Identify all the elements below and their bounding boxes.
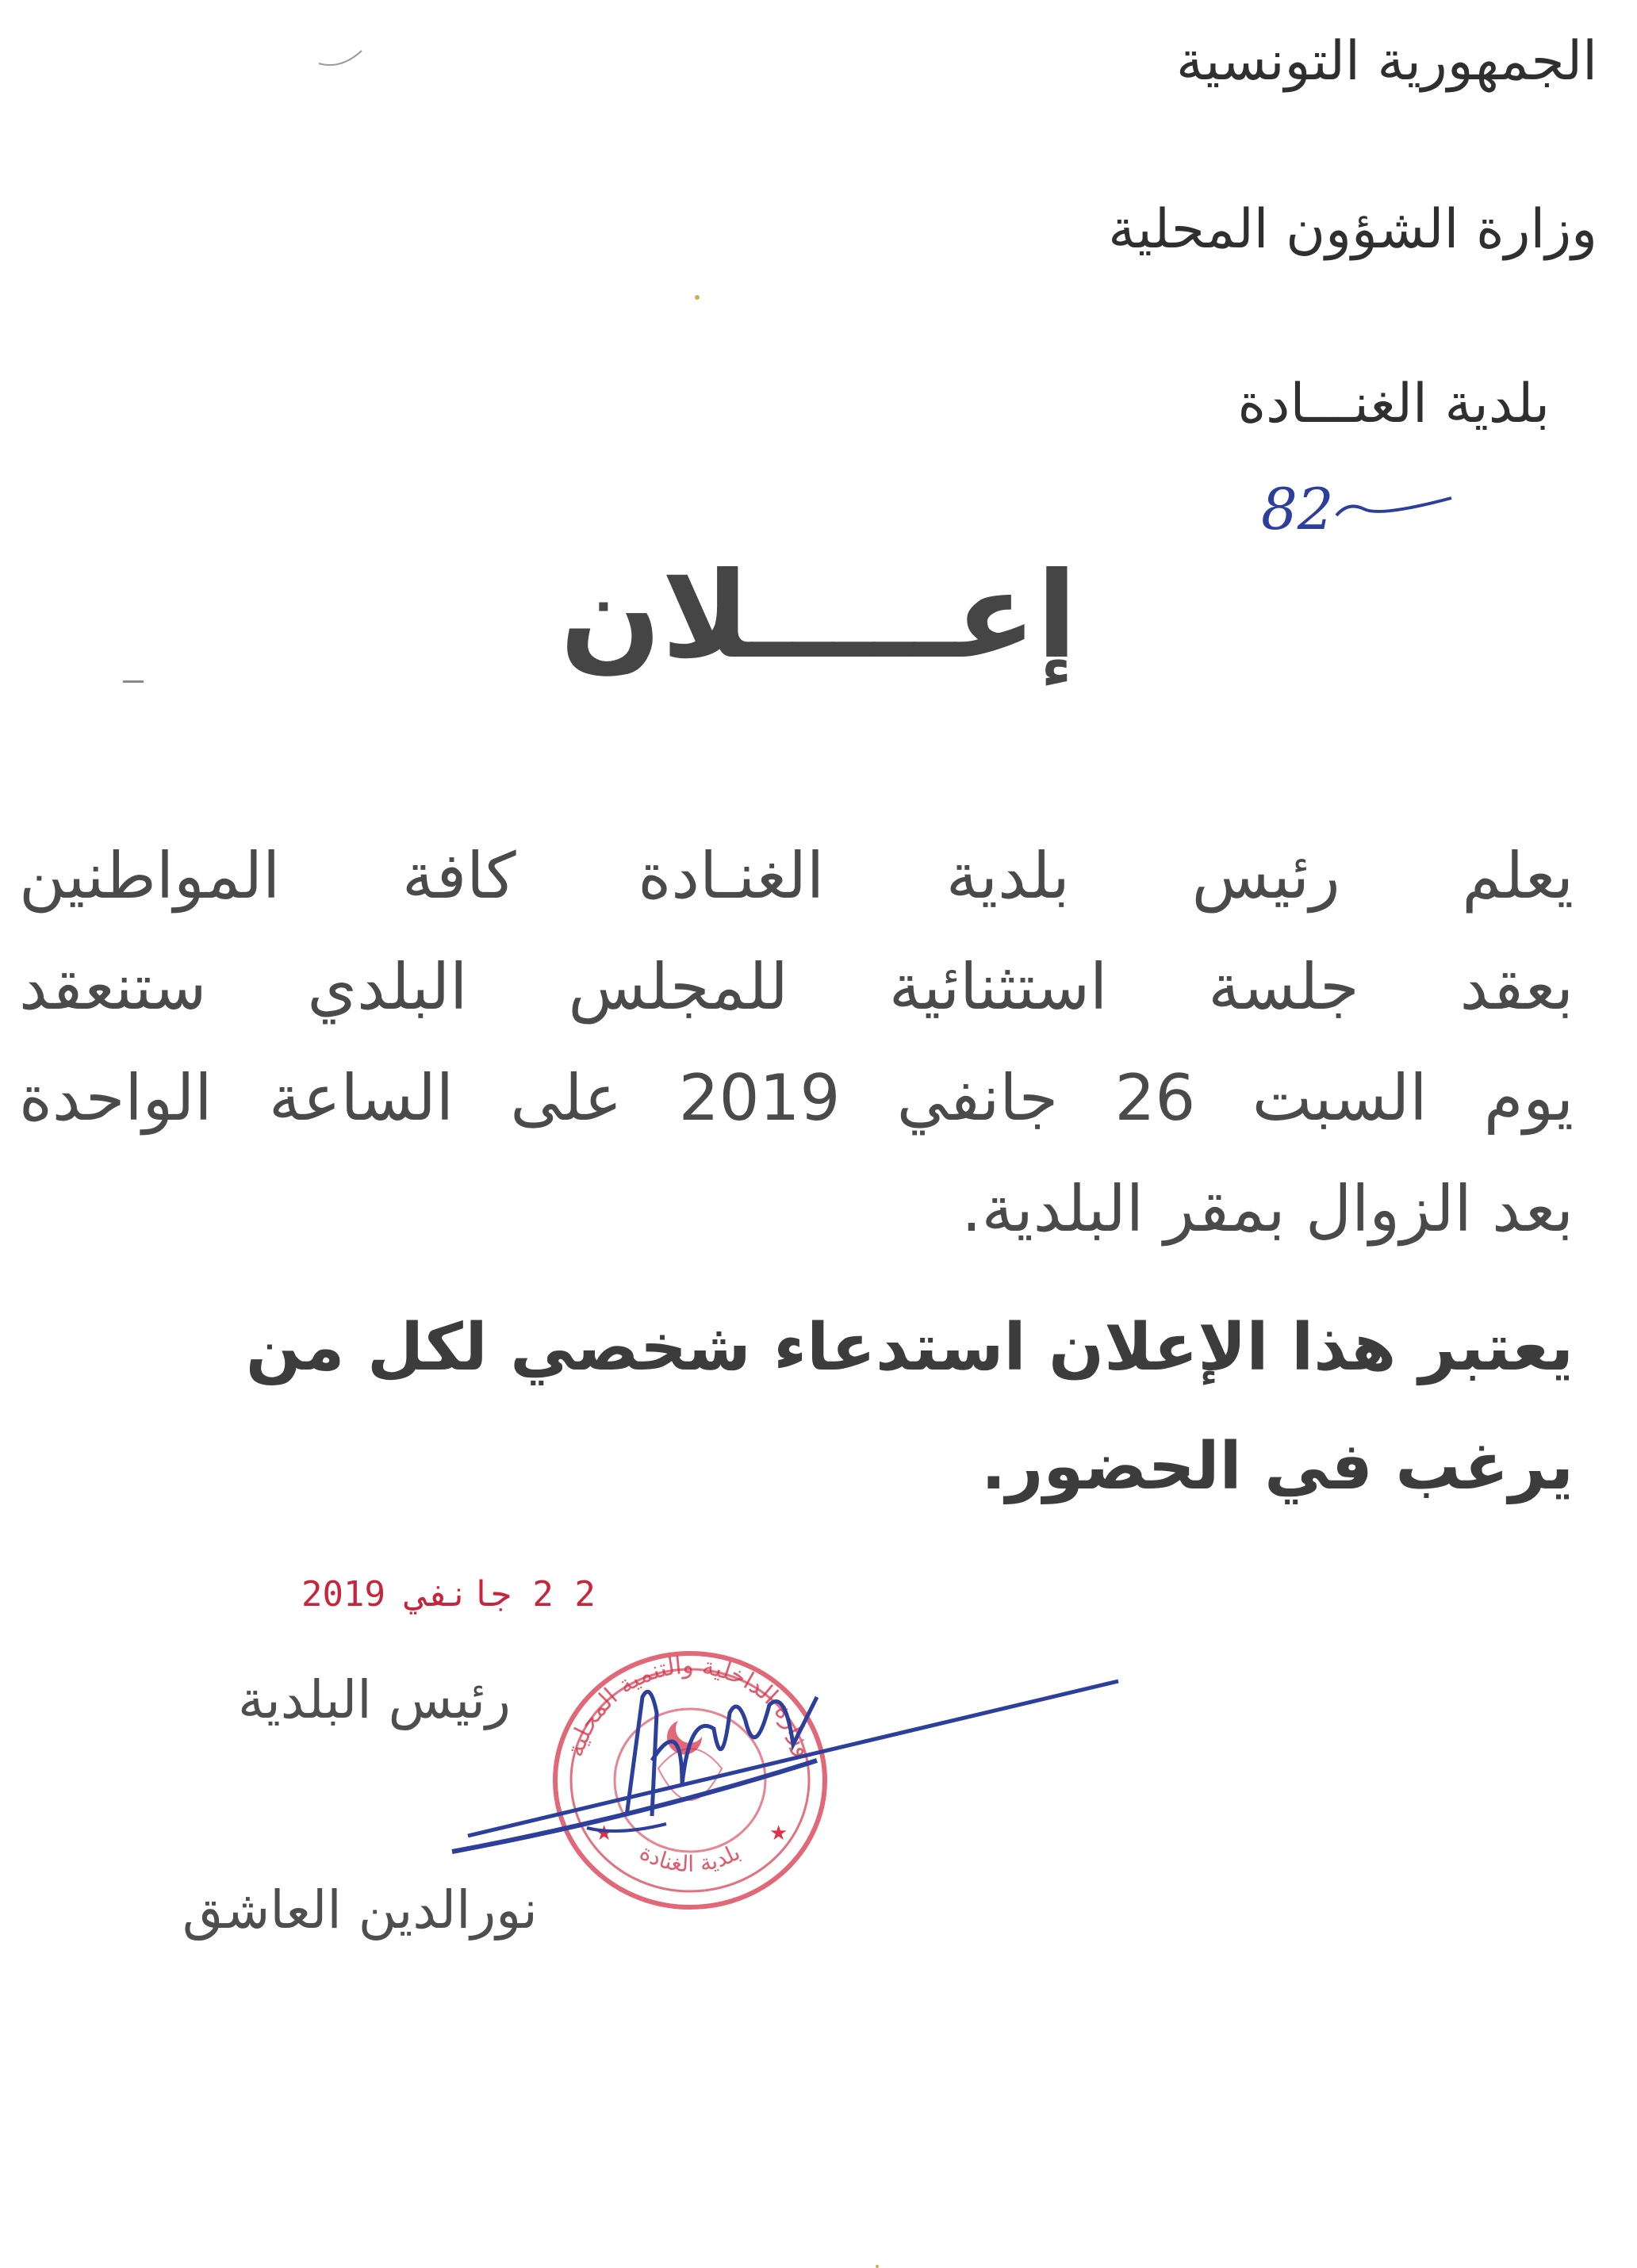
notice-line: يرغب في الحضور. <box>981 1429 1574 1504</box>
body-line: يعلم رئيس بلدية الغنـادة كافة المواطنين <box>19 839 1574 913</box>
signatory-title: رئيس البلدية <box>238 1669 511 1730</box>
seal-municipality: بلدية الغنادة <box>635 1838 745 1878</box>
body-line: بعد الزوال بمقر البلدية. <box>961 1172 1574 1246</box>
body-line: يوم السبت 26 جانفي 2019 على الساعة الواحدة <box>19 1061 1574 1135</box>
seal-inscription: وزارة الداخلية والتنمية المحلية <box>561 1651 819 1760</box>
notice-paragraph <box>67 1289 1574 1527</box>
scan-dash <box>123 680 144 683</box>
handwritten-number: 82 <box>1261 476 1334 542</box>
header-republic: الجمهورية التونسية <box>1176 30 1597 93</box>
scan-mark-icon <box>317 48 365 71</box>
announcement-body <box>19 821 1574 1265</box>
notice-line: يعتبر هذا الإعلان استدعاء شخصي لكل من <box>245 1310 1574 1385</box>
header-ministry: وزارة الشؤون المحلية <box>1108 198 1597 261</box>
signature-icon <box>444 1665 1126 1871</box>
handwritten-stroke-icon <box>1332 484 1459 531</box>
svg-text:★: ★ <box>769 1822 788 1845</box>
body-line: بعقد جلسة استثنائية للمجلس البلدي ستنعقد <box>19 950 1574 1024</box>
signatory-name: نورالدين العاشق <box>182 1879 538 1940</box>
header-municipality: بلدية الغنـــادة <box>1237 373 1550 435</box>
scan-speck <box>695 295 700 300</box>
svg-text:★: ★ <box>595 1822 614 1845</box>
date-stamp: 2 2 جانفي 2019 <box>301 1574 596 1615</box>
scan-speck <box>876 2265 879 2268</box>
announcement-title: إعـــــلان <box>559 547 1078 685</box>
